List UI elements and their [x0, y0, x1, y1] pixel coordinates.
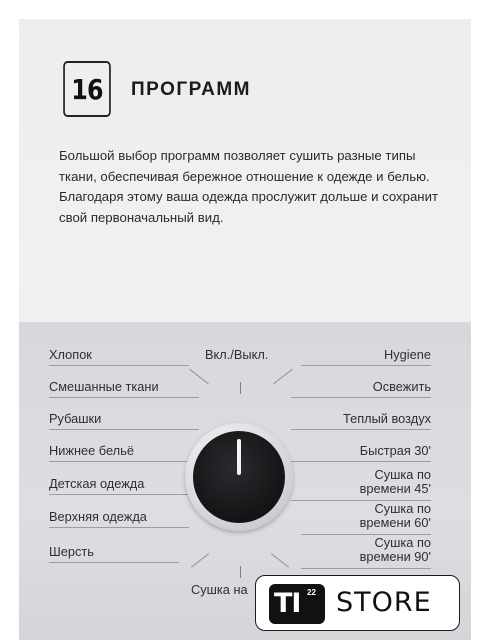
logo-wordmark: STORE [336, 587, 432, 618]
store-logo-mark [269, 584, 325, 624]
program-option-warm-air[interactable]: Теплый воздух [343, 411, 431, 426]
program-option-timed-45[interactable]: Сушка по времени 45' [359, 467, 431, 496]
section-heading: ПРОГРАММ [131, 79, 252, 100]
feature-description: Большой выбор программ позволяет сушить разные типы ткани, обеспечивая бережное отношение к одежде и белью. Благодаря этому ваша одежда прослужит дольше и сохранит свой первоначальный вид. [59, 148, 438, 225]
option-divider [49, 365, 189, 366]
program-option-cotton[interactable]: Хлопок [49, 347, 92, 362]
program-count-badge [63, 61, 111, 117]
program-option-mixed[interactable]: Смешанные ткани [49, 379, 159, 394]
option-divider [291, 429, 431, 430]
program-count: 16 [71, 72, 103, 106]
power-label[interactable]: Вкл./Выкл. [205, 347, 269, 362]
program-option-timed-90[interactable]: Сушка по времени 90' [359, 535, 431, 564]
logo-mark-superscript: 22 [307, 588, 316, 597]
option-divider [301, 568, 431, 569]
option-divider [49, 527, 189, 528]
program-option-underwear[interactable]: Нижнее бельё [49, 443, 134, 458]
program-option-shirts[interactable]: Рубашки [49, 411, 102, 426]
product-feature-card [19, 19, 471, 640]
option-divider [49, 397, 199, 398]
dial-indicator [237, 439, 241, 475]
program-option-baby[interactable]: Детская одежда [49, 476, 145, 491]
power-tick [240, 382, 241, 394]
store-logo [255, 575, 460, 631]
option-divider [49, 562, 179, 563]
program-option-outerwear[interactable]: Верхняя одежда [49, 509, 147, 524]
program-option-hygiene[interactable]: Hygiene [384, 347, 431, 362]
connector-line [271, 553, 289, 567]
option-divider [49, 494, 189, 495]
program-option-timed-60[interactable]: Сушка по времени 60' [359, 501, 431, 530]
connector-line [189, 369, 209, 385]
connector-line [191, 553, 209, 567]
option-divider [49, 461, 199, 462]
option-divider [301, 365, 431, 366]
program-option-refresh[interactable]: Освежить [372, 379, 431, 394]
option-divider [291, 397, 431, 398]
logo-mark-text: TI [274, 588, 301, 619]
program-option-wool[interactable]: Шерсть [49, 544, 94, 559]
connector-line [273, 369, 293, 385]
bottom-tick [240, 566, 241, 578]
option-divider [291, 461, 431, 462]
option-divider [49, 429, 199, 430]
bottom-program-label[interactable]: Сушка на [191, 582, 248, 597]
program-option-quick-30[interactable]: Быстрая 30' [359, 443, 431, 458]
